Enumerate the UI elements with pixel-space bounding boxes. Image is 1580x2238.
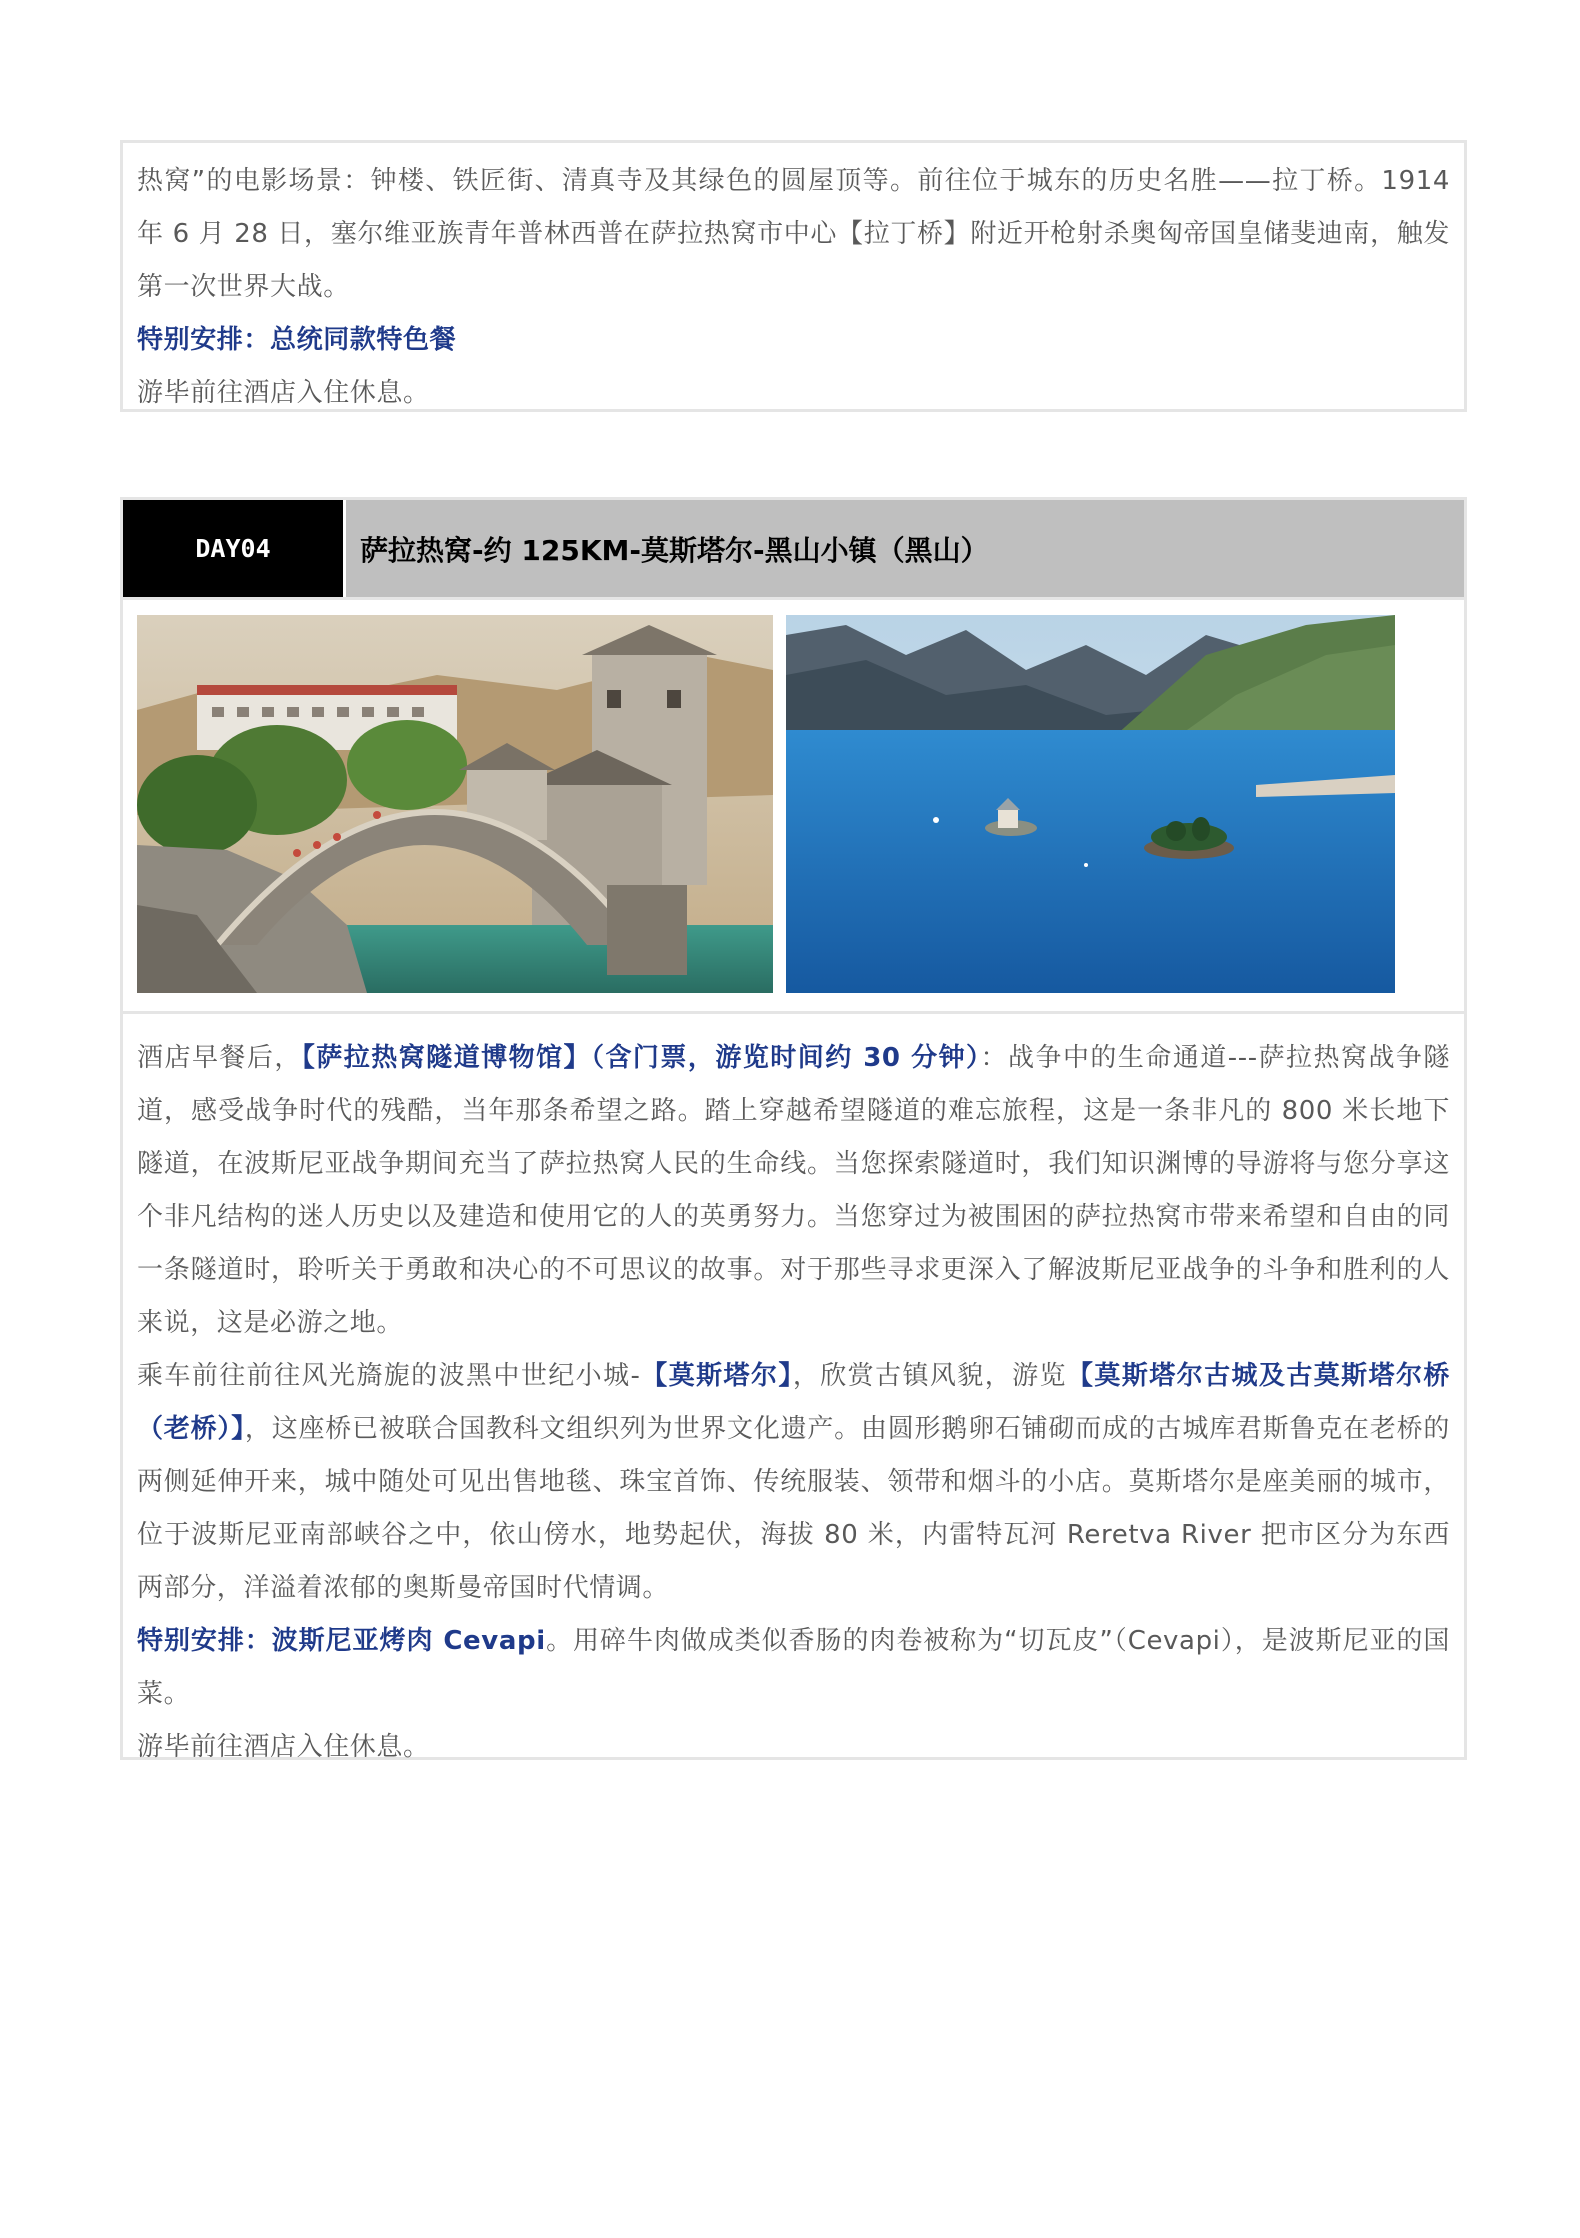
highlight-text: 【萨拉热窝隧道博物馆】（含门票，游览时间约 30 分钟）: [301, 1043, 981, 1073]
highlight-text: 特别安排：波斯尼亚烤肉 Cevapi: [137, 1626, 546, 1656]
bay-of-kotor-photo: [786, 615, 1395, 993]
body-text: ：战争中的生命通道---萨拉热窝战争隧道，感受战争时代的残酷，当年那条希望之路。踏上穿越希望隧道的难忘旅程，这是一条非凡的 800 米长地下隧道，在波斯尼亚战争期间充当了萨拉热窝人民的生命线。当您探索隧道时，我们知识渊博的导游将与您分享这个非凡结构的迷人历史以及建造和使用它的人的英勇努力。当您穿过为被围困的萨拉热窝市带来希望和自由的同一条隧道时，聆听关于勇敢和决心的不可思议的故事。对于那些寻求更深入了解波斯尼亚战争的斗争和胜利的人来说，这是必游之地。: [137, 1043, 1450, 1338]
day04-itinerary-text: [137, 1032, 1450, 1774]
paragraph: [137, 367, 1450, 420]
previous-day-text: [137, 155, 1450, 420]
paragraph: [137, 1721, 1450, 1774]
highlight-text: 【莫斯塔尔】: [640, 1361, 793, 1391]
paragraph: [137, 314, 1450, 367]
day04-header: [123, 500, 1464, 600]
previous-day-section: [120, 140, 1467, 412]
body-text: 。用碎牛肉做成类似香肠的肉卷被称为“切瓦皮”（Cevapi），是波斯尼亚的国菜。: [137, 1626, 1450, 1709]
body-text: 游毕前往酒店入住休息。: [137, 1732, 430, 1762]
paragraph: [137, 1032, 1450, 1350]
body-text: 热窝”的电影场景：钟楼、铁匠街、清真寺及其绿色的圆屋顶等。前往位于城东的历史名胜——拉丁桥。1914 年 6 月 28 日，塞尔维亚族青年普林西普在萨拉热窝市中心【拉丁桥】附近开枪射杀奥匈帝国皇储斐迪南，触发第一次世界大战。: [137, 166, 1450, 302]
body-text: 游毕前往酒店入住休息。: [137, 378, 430, 408]
paragraph: [137, 1615, 1450, 1721]
body-text: ，欣赏古镇风貌，游览: [792, 1361, 1067, 1391]
body-text: 酒店早餐后，: [137, 1043, 302, 1073]
mostar-old-bridge-photo: [137, 615, 773, 993]
body-text: 乘车前往前往风光旖旎的波黑中世纪小城-: [137, 1361, 641, 1391]
body-text: ，这座桥已被联合国教科文组织列为世界文化遗产。由圆形鹅卵石铺砌而成的古城库君斯鲁克在老桥的两侧延伸开来，城中随处可见出售地毯、珠宝首饰、传统服装、领带和烟斗的小店。莫斯塔尔是座美丽的城市，位于波斯尼亚南部峡谷之中，依山傍水，地势起伏，海拔 80 米，内雷特瓦河 Reretva River 把市区分为东西两部分，洋溢着浓郁的奥斯曼帝国时代情调。: [137, 1414, 1450, 1603]
paragraph: [137, 1350, 1450, 1615]
day-label: DAY04: [123, 500, 343, 597]
day-route-title: 萨拉热窝-约 125KM-莫斯塔尔-黑山小镇（黑山）: [346, 500, 1464, 597]
photo-icon: [786, 615, 1395, 993]
section-divider: [123, 1011, 1464, 1014]
day04-section: [120, 497, 1467, 1760]
photo-icon: [137, 615, 773, 993]
paragraph: [137, 155, 1450, 314]
highlight-text: 【莫斯塔尔古城及古莫斯塔尔桥（老桥）】: [137, 1361, 1450, 1444]
highlight-text: 特别安排：总统同款特色餐: [137, 325, 457, 355]
